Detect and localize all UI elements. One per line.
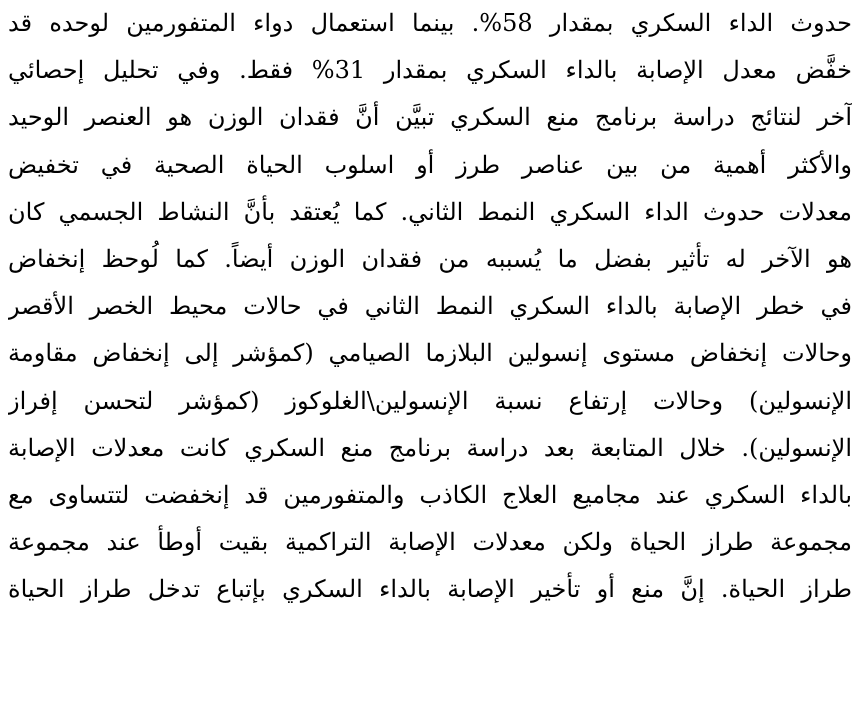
- text-line: حدوث الداء السكري بمقدار 58%. بينما استعمال دواء المتفورمين لوحده قد: [8, 9, 852, 37]
- text-line: هو الآخر له تأثير بفضل ما يُسببه من فقدان الوزن أيضاً. كما لُوحظ إنخفاض: [8, 244, 852, 273]
- text-line: الإنسولين). خلال المتابعة بعد دراسة برنامج منع السكري كانت معدلات الإصابة: [8, 433, 852, 462]
- text-line: بالداء السكري عند مجاميع العلاج الكاذب والمتفورمين قد إنخفضت لتتساوى مع: [8, 480, 852, 509]
- text-line: طراز الحياة. إنَّ منع أو تأخير الإصابة بالداء السكري بإتباع تدخل طراز الحياة: [8, 575, 852, 604]
- text-line: والأكثر أهمية من بين عناصر طرز أو اسلوب الحياة الصحية في تخفيض: [8, 150, 852, 179]
- text-line: خفَّض معدل الإصابة بالداء السكري بمقدار 31% فقط. وفي تحليل إحصائي: [8, 56, 852, 85]
- text-line: معدلات حدوث الداء السكري النمط الثاني. كما يُعتقد بأنَّ النشاط الجسمي كان: [8, 197, 852, 226]
- text-line: الإنسولين) وحالات إرتفاع نسبة الإنسولين\الغلوكوز (كمؤشر لتحسن إفراز: [8, 386, 852, 415]
- text-line: في خطر الإصابة بالداء السكري النمط الثاني في حالات محيط الخصر الأقصر: [8, 292, 852, 321]
- arabic-paragraph: [8, 0, 852, 613]
- text-line: مجموعة طراز الحياة ولكن معدلات الإصابة التراكمية بقيت أوطأ عند مجموعة: [8, 528, 852, 557]
- text-line: آخر لنتائج دراسة برنامج منع السكري تبيَّن أنَّ فقدان الوزن هو العنصر الوحيد: [8, 103, 852, 132]
- text-line: وحالات إنخفاض مستوى إنسولين البلازما الصيامي (كمؤشر إلى إنخفاض مقاومة: [8, 339, 852, 368]
